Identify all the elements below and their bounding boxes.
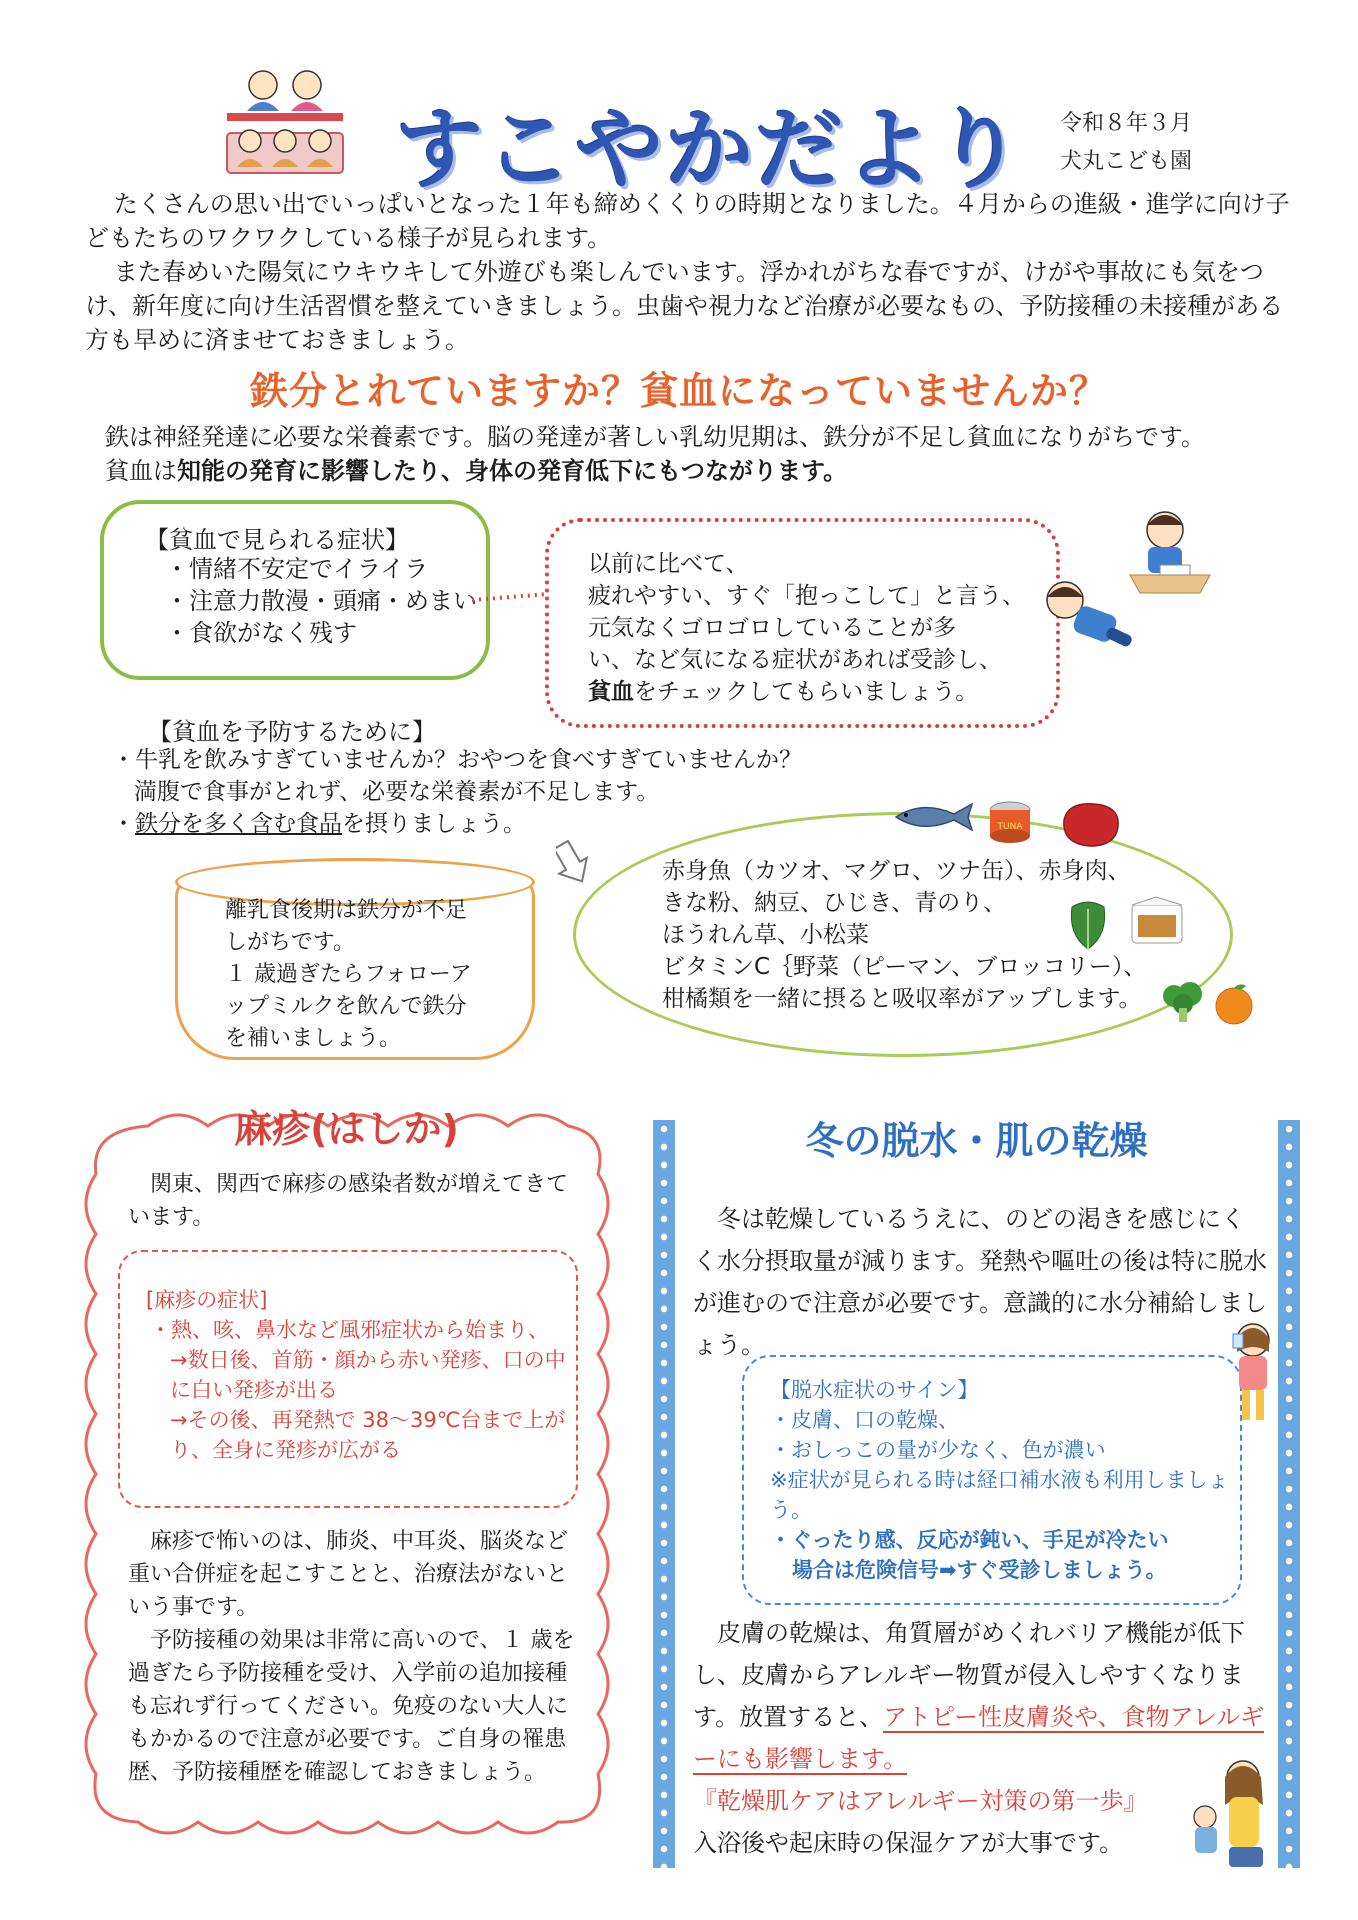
skin-warning: アトピー性皮膚炎や、食物アレルギーにも影響します。 <box>693 1703 1265 1773</box>
dotted-frame-right <box>1278 1120 1300 1868</box>
iron-intro-line <box>105 454 1285 488</box>
skin-paragraph <box>693 1612 1268 1780</box>
prevention-item-rest: を摂りましょう。 <box>342 811 526 837</box>
iron-intro-emphasis: 知能の発育に影響したり、身体の発育低下にもつながります。 <box>177 457 848 485</box>
dotted-frame-left <box>653 1120 675 1868</box>
dehydration-paragraph: 冬は乾燥しているうえに、のどの渇きを感じにくく水分摂取量が減ります。発熱や嘔吐の後は特に脱水が進むので注意が必要です。意識的に水分補給しましょう。 <box>693 1205 1268 1359</box>
intro-paragraph: たくさんの思い出でいっぱいとなった１年も締めくくりの時期となりました。４月からの進級・進学に向け子どもたちのワクワクしている様子が見られます。 <box>85 190 1290 252</box>
measles-paragraph: 予防接種の効果は非常に高いので、１ 歳を過ぎたら予防接種を受け、入学前の追加接種も忘れず行ってください。免疫のない大人にもかかるので注意が必要です。ご自身の罹患歴、予防接種歴を確認しておきましょう。 <box>128 1628 575 1785</box>
skin-care-quote: 『乾燥肌ケアはアレルギー対策の第一歩』 <box>693 1787 1148 1815</box>
issue-date: 令和８年３月 <box>1060 111 1193 136</box>
symptom-item: ・ 注意力散漫・頭痛・めまい <box>165 585 477 617</box>
dehydration-sign-item: ・おしっこの量が少なく、色が濃い <box>770 1438 1106 1462</box>
weaning-note-text <box>225 895 505 1055</box>
advice-line: い、など気になる症状があれば受診し、 <box>588 647 1002 673</box>
hina-doll-illustration <box>225 63 345 175</box>
prevention-title: 【貧血を予防するために】 <box>148 718 436 746</box>
prevention-item: ・鉄分を多く含む食品を摂りましょう。 <box>112 811 526 837</box>
food-line: 赤身魚（カツオ、マグロ、ツナ缶）、赤身肉、 <box>662 858 1131 884</box>
advice-line: 以前に比べて、 <box>588 551 749 577</box>
advice-bubble-text <box>588 548 1028 708</box>
dehydration-signs-title: 【脱水症状のサイン】 <box>770 1378 979 1402</box>
weaning-line: １ 歳過ぎたらフォローア <box>225 962 472 987</box>
prevention-list <box>112 744 802 840</box>
symptoms-list <box>165 553 477 649</box>
advice-rest: をチェックしてもらいましょう。 <box>634 679 979 705</box>
advice-line <box>588 676 1028 708</box>
symptom-item: ・ 食欲がなく残す <box>165 617 477 649</box>
dehydration-note: ※症状が見られる時は経口補水液も利用しましょう。 <box>770 1468 1229 1522</box>
broccoli-icon <box>1160 980 1206 1024</box>
advice-line: 元気なくゴロゴロしていることが多 <box>588 615 956 641</box>
symptom-item: ・ 情緒不安定でイライラ <box>165 553 477 585</box>
measles-symptom-item: ・熱、咳、鼻水など風邪症状から始まり、 <box>150 1318 549 1342</box>
red-meat-icon <box>1058 800 1124 850</box>
organization-name: 犬丸こども園 <box>1060 149 1193 174</box>
prevention-item-detail: 満腹で食事がとれず、必要な栄養素が不足します。 <box>134 779 660 805</box>
skin-care-tip: 入浴後や起床時の保湿ケアが大事です。 <box>693 1829 1124 1857</box>
girl-drinking-illustration <box>1225 1318 1280 1428</box>
natto-icon <box>1128 895 1186 947</box>
tuna-fish-icon <box>892 800 974 834</box>
weaning-line: ップミルクを飲んで鉄分 <box>225 994 467 1019</box>
iron-foods-link-text: 鉄分を多く含む食品 <box>135 811 342 837</box>
weaning-line: 離乳食後期は鉄分が不足 <box>225 898 468 923</box>
measles-symptoms-title: [麻疹の症状] <box>146 1288 268 1312</box>
dehydration-title: 冬の脱水・肌の乾燥 <box>805 1119 1148 1163</box>
iron-heading: 鉄分とれていますか？貧血になっていませんか？ <box>249 369 1108 413</box>
bubble-connector <box>470 590 550 610</box>
measles-symptom-progress: →数日後、首筋・顔から赤い発疹、口の中に白い発疹が出る <box>170 1348 566 1402</box>
orange-fruit-icon <box>1212 982 1256 1026</box>
weaning-line: しがちです。 <box>225 930 356 955</box>
iron-intro-line: 鉄は神経発達に必要な栄養素です。脳の発達が著しい乳幼児期は、鉄分が不足し貧血になりがちです。 <box>105 423 1205 451</box>
measles-symptom-progress: →その後、再発熱で 38～39℃台まで上がり、全身に発疹が広がる <box>170 1408 566 1462</box>
spinach-icon <box>1062 895 1114 951</box>
weaning-line: を補いましょう。 <box>225 1026 402 1051</box>
tuna-can-icon <box>988 800 1032 844</box>
food-line: ビタミンC｛野菜（ピーマン、ブロッコリー）、 <box>662 954 1147 980</box>
intro-paragraph: また春めいた陽気にウキウキして外遊びも楽しんでいます。浮かれがちな春ですが、けがや事故にも気をつけ、新年度に向け生活習慣を整えていきましょう。虫歯や視力など治療が必要なもの、予防接種の未接種がある方も早めに済ませておきましょう。 <box>85 258 1284 354</box>
mother-and-baby-illustration <box>1185 1755 1275 1870</box>
down-arrow-icon <box>556 840 590 886</box>
advice-line: 疲れやすい、すぐ「抱っこして」と言う、 <box>588 583 1025 609</box>
measles-symptoms-text <box>146 1285 566 1465</box>
measles-title: 麻疹(はしか) <box>234 1107 459 1151</box>
dehydration-intro <box>693 1198 1268 1366</box>
measles-intro: 関東、関西で麻疹の感染者数が増えてきています。 <box>128 1172 569 1230</box>
skin-dryness-body <box>693 1612 1268 1864</box>
food-line: 柑橘類を一緒に摂ると吸収率がアップします。 <box>662 986 1142 1012</box>
dehydration-warning: ・ぐったり感、反応が鈍い、手足が冷たい <box>770 1528 1169 1552</box>
dehydration-warning: 場合は危険信号➡すぐ受診しましょう。 <box>792 1558 1167 1582</box>
prevention-item: ・牛乳を飲みすぎていませんか？おやつを食べすぎていませんか？ <box>112 747 802 773</box>
intro-text <box>85 187 1290 357</box>
dehydration-sign-item: ・皮膚、口の乾燥、 <box>770 1408 959 1432</box>
symptoms-title: 【貧血で見られる症状】 <box>145 526 409 554</box>
tired-child-illustration <box>1040 575 1140 660</box>
measles-body <box>128 1525 583 1789</box>
measles-paragraph: 麻疹で怖いのは、肺炎、中耳炎、脳炎など重い合併症を起こすことと、治療法がないという事です。 <box>128 1529 569 1620</box>
iron-intro-lead: 貧血は <box>105 457 177 485</box>
tuna-can-label: TUNA <box>997 822 1023 832</box>
advice-emphasis: 貧血 <box>588 679 634 705</box>
dehydration-signs-text <box>770 1375 1235 1585</box>
skin-text: 皮膚の乾燥は、角質層がめくれバリア機能が低下し、皮膚からアレルギー物質が侵入しやすくなります。放置すると、 <box>693 1619 1245 1731</box>
newsletter-title: すこやかだより <box>395 98 1026 201</box>
iron-intro <box>105 420 1285 488</box>
food-line: きな粉、納豆、ひじき、青のり、 <box>662 890 1007 916</box>
food-line: ほうれん草、小松菜 <box>662 922 869 948</box>
